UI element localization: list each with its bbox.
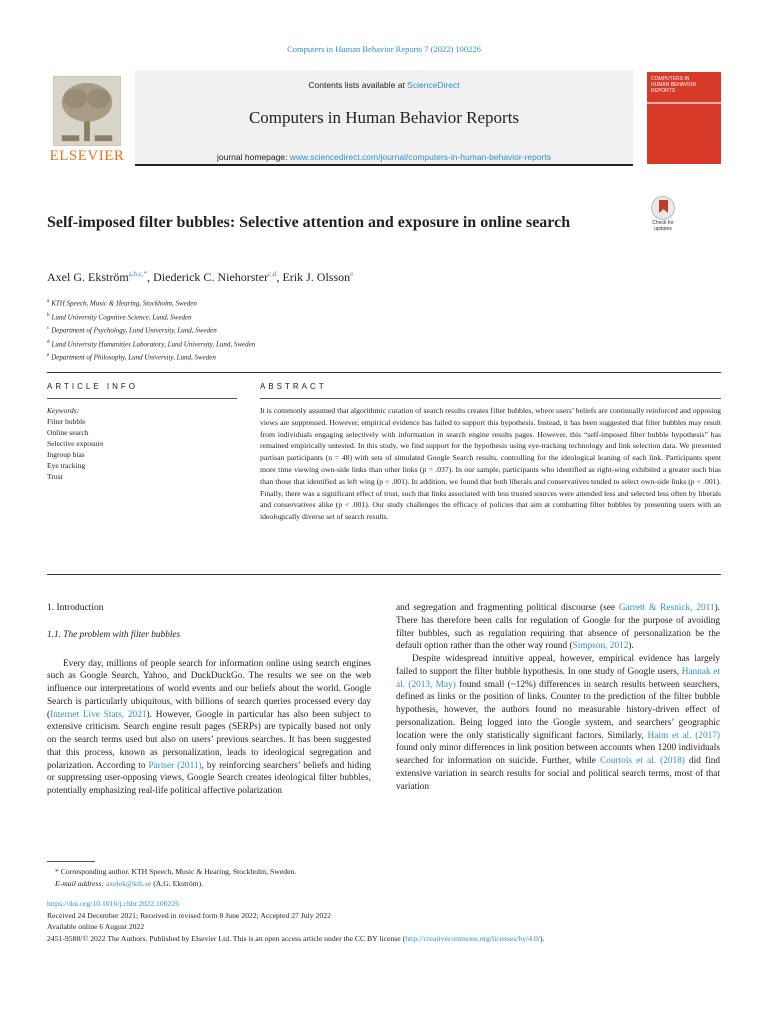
author-name[interactable]: Diederick C. Niehorster — [153, 270, 269, 284]
journal-homepage-link[interactable]: www.sciencedirect.com/journal/computers-in-human-behavior-reports — [289, 152, 552, 162]
cover-divider — [647, 102, 721, 104]
sciencedirect-link[interactable]: ScienceDirect — [407, 80, 460, 90]
footnote-rule — [47, 861, 95, 862]
abstract-heading: ABSTRACT — [260, 382, 327, 391]
check-for-updates-badge[interactable] — [646, 196, 680, 232]
abstract-rule — [260, 398, 721, 399]
license-line: 2451-9588/© 2022 The Authors. Published by Elsevier Ltd. This is an open access article under the CC BY license (http://creativecommons.org/licenses/by/4.0/). — [47, 933, 545, 943]
affiliation: $^a$ KTH Speech, Music & Hearing, Stockholm, Sweden — [47, 299, 197, 308]
keyword: Eye tracking — [47, 461, 86, 470]
article-info-heading: ARTICLE INFO — [47, 382, 138, 391]
author-marks[interactable]: e — [350, 270, 354, 278]
citation-link[interactable]: Pariser (2011) — [148, 760, 202, 771]
journal-homepage-line: journal homepage: www.sciencedirect.com/journal/computers-in-human-behavior-reports — [135, 152, 633, 166]
abstract-text: It is commonly assumed that algorithmic curation of search results creates filter bubbles, where users’ beliefs are continually reinforced and opposing views are suppressed. However, empirical evidence has failed to support this hypothesis. Instead, it has been suggested that filter bubbles may result from individuals engaging selectively with information in search engine results pages. However, this “self-imposed filter bubble hypothesis” has remained empirically untested. In this study, we find support for the hypothesis using eye-tracking technology and link selection data. We presented partisan participants (n = 48) with sets of simulated Google Search results, controlling for the ideological leaning of each link. Participants spent more time viewing own-side links than other links (p = .037). In our sample, participants who identified as right-wing exhibited a greater such bias than those that identified as left wing (p < .001). In addition, we found that both liberals and conservatives tended to select own-side links (p < .001). Finally, there was a significant effect of trust, such that links associated with less trusted sources were attended less and selected less often by liberals and conservatives alike (p < .001). Our study challenges the efficacy of policies that aim at combatting filter bubbles by presenting users with an ideologically diverse set of search results. — [260, 406, 721, 522]
affiliation: $^b$ Lund University Cognitive Science, Lund, Sweden — [47, 312, 192, 321]
subsection-heading: 1.1. The problem with filter bubbles — [47, 629, 181, 640]
affiliation: $^d$ Lund University Humanities Laboratory, Lund University, Lund, Sweden — [47, 339, 256, 348]
body-paragraph: Every day, millions of people search for information online using search engines such as Google Search, Yahoo, and DuckDuckGo. The results we see on the web influence our interpretations of world events and our beliefs about the world. Google Search is particularly ubiquitous, with billions of search queries processed every day (Internet Live Stats, 2021). However, Google in particular has also been subject to extensive criticism. Search engine result pages (SERPs) are typically based not only on the search terms used but also on users’ previous searches. It has been suggested that this process, known as personalization, leads to ideological segregation and polarization. According to Pariser (2011), by reinforcing searchers’ beliefs and hiding or suppressing user-opposing views, Google Search creates ideological filter bubbles, potentially emphasizing real-life political affective polarization — [47, 658, 371, 796]
author-marks[interactable]: c,d — [268, 270, 277, 278]
elsevier-wordmark: ELSEVIER — [49, 148, 125, 164]
journal-header — [47, 70, 721, 166]
journal-banner — [135, 70, 633, 166]
email-link[interactable]: axelek@kth.se — [105, 878, 152, 888]
corresponding-author-note: * Corresponding author. KTH Speech, Music & Hearing, Stockholm, Sweden. — [55, 867, 297, 876]
license-link[interactable]: http://creativecommons.org/licenses/by/4.0/ — [405, 933, 540, 943]
citation-link[interactable]: Simpson, 2012 — [572, 641, 629, 652]
section-divider — [47, 372, 721, 373]
contents-line: Contents lists available at ScienceDirect — [308, 80, 460, 90]
journal-reference[interactable]: Computers in Human Behavior Reports 7 (2022) 100226 — [287, 44, 481, 54]
elsevier-tree-icon — [53, 76, 121, 146]
doi-link[interactable]: https://doi.org/10.1016/j.chbr.2022.100226 — [47, 899, 180, 908]
keyword: Selective exposure — [47, 439, 104, 448]
keyword: Online search — [47, 428, 89, 437]
footnotes — [47, 866, 721, 944]
body-column-left — [47, 602, 371, 798]
keywords-list — [47, 405, 103, 482]
journal-title: Computers in Human Behavior Reports — [248, 108, 520, 127]
keyword: Ingroup bias — [47, 450, 85, 459]
publication-info — [47, 898, 721, 944]
available-online-date: Available online 6 August 2022 — [47, 922, 145, 931]
citation-link[interactable]: Internet Live Stats, 2021 — [50, 709, 147, 720]
citation-link[interactable]: Haim et al. (2017) — [647, 730, 720, 741]
keywords-label: Keywords: — [47, 406, 80, 415]
citation-link[interactable]: Courtois et al. (2018) — [600, 756, 685, 766]
article-info-rule — [47, 398, 237, 399]
author-name[interactable]: Axel G. Ekström — [47, 270, 129, 284]
author-marks[interactable]: a,b,c,* — [128, 270, 148, 278]
affiliations — [47, 296, 255, 364]
received-dates: Received 24 December 2021; Received in revised form 8 June 2022; Accepted 27 July 2022 — [47, 910, 331, 920]
citation-link[interactable]: Garrett & Resnick, 2011 — [618, 603, 715, 613]
author-list: Axel G. Ekström$^{a,b,c,*}$, Diederick C. Niehorster$^{c,d}$, Erik J. Olsson$^e$ — [47, 270, 354, 284]
body-paragraph: Despite widespread intuitive appeal, however, empirical evidence has largely failed to support the filter bubble hypothesis. In one study of Google users, Hannak et al. (2013, May) found small (~12%) differences in search results between searchers, defined as links or the position of links. Counter to the prediction of the filter bubble hypothesis, however, the authors found no measurable history-driven effect of personalization. Being logged into the Google system, and searchers’ geographic location were the only statistically significant factors. Similarly, Haim et al. (2017) found only minor differences in link position between accounts when 1200 individuals searched for information on suicide. Further, while Courtois et al. (2018) did find extensive variation in search results for social and political search terms, most of that variation — [396, 654, 720, 792]
affiliation: $^c$ Department of Psychology, Lund University, Lund, Sweden — [47, 326, 217, 335]
affiliation: $^e$ Department of Philosophy, Lund University, Lund, Sweden — [47, 353, 216, 362]
body-column-right — [396, 602, 720, 793]
elsevier-logo — [47, 72, 127, 164]
abstract-bottom-rule — [47, 574, 721, 575]
bookmark-icon — [651, 196, 675, 220]
section-heading-introduction: 1. Introduction — [47, 603, 104, 613]
email-note: E-mail address: axelek@kth.se (A.G. Ekström). — [55, 878, 204, 888]
keyword: Trust — [47, 472, 63, 481]
body-paragraph: and segregation and fragmenting political discourse (see Garrett & Resnick, 2011). There has therefore been calls for regulation of Google for the purpose of avoiding filter bubbles, such as regulation requiring that absence of personalization be the default option rather than the other way round (Simpson, 2012). — [396, 603, 720, 652]
citation-link[interactable]: Hannak et al. (2013, May) — [396, 666, 720, 690]
author-name[interactable]: Erik J. Olsson — [282, 270, 351, 284]
article-title: Self-imposed filter bubbles: Selective attention and exposure in online search — [47, 214, 571, 231]
keyword: Filter bubble — [47, 417, 86, 426]
cover-title: COMPUTERS IN HUMAN BEHAVIOR REPORTS — [651, 76, 697, 94]
badge-label: Check for updates — [652, 220, 674, 232]
journal-cover-thumbnail[interactable] — [647, 72, 721, 164]
